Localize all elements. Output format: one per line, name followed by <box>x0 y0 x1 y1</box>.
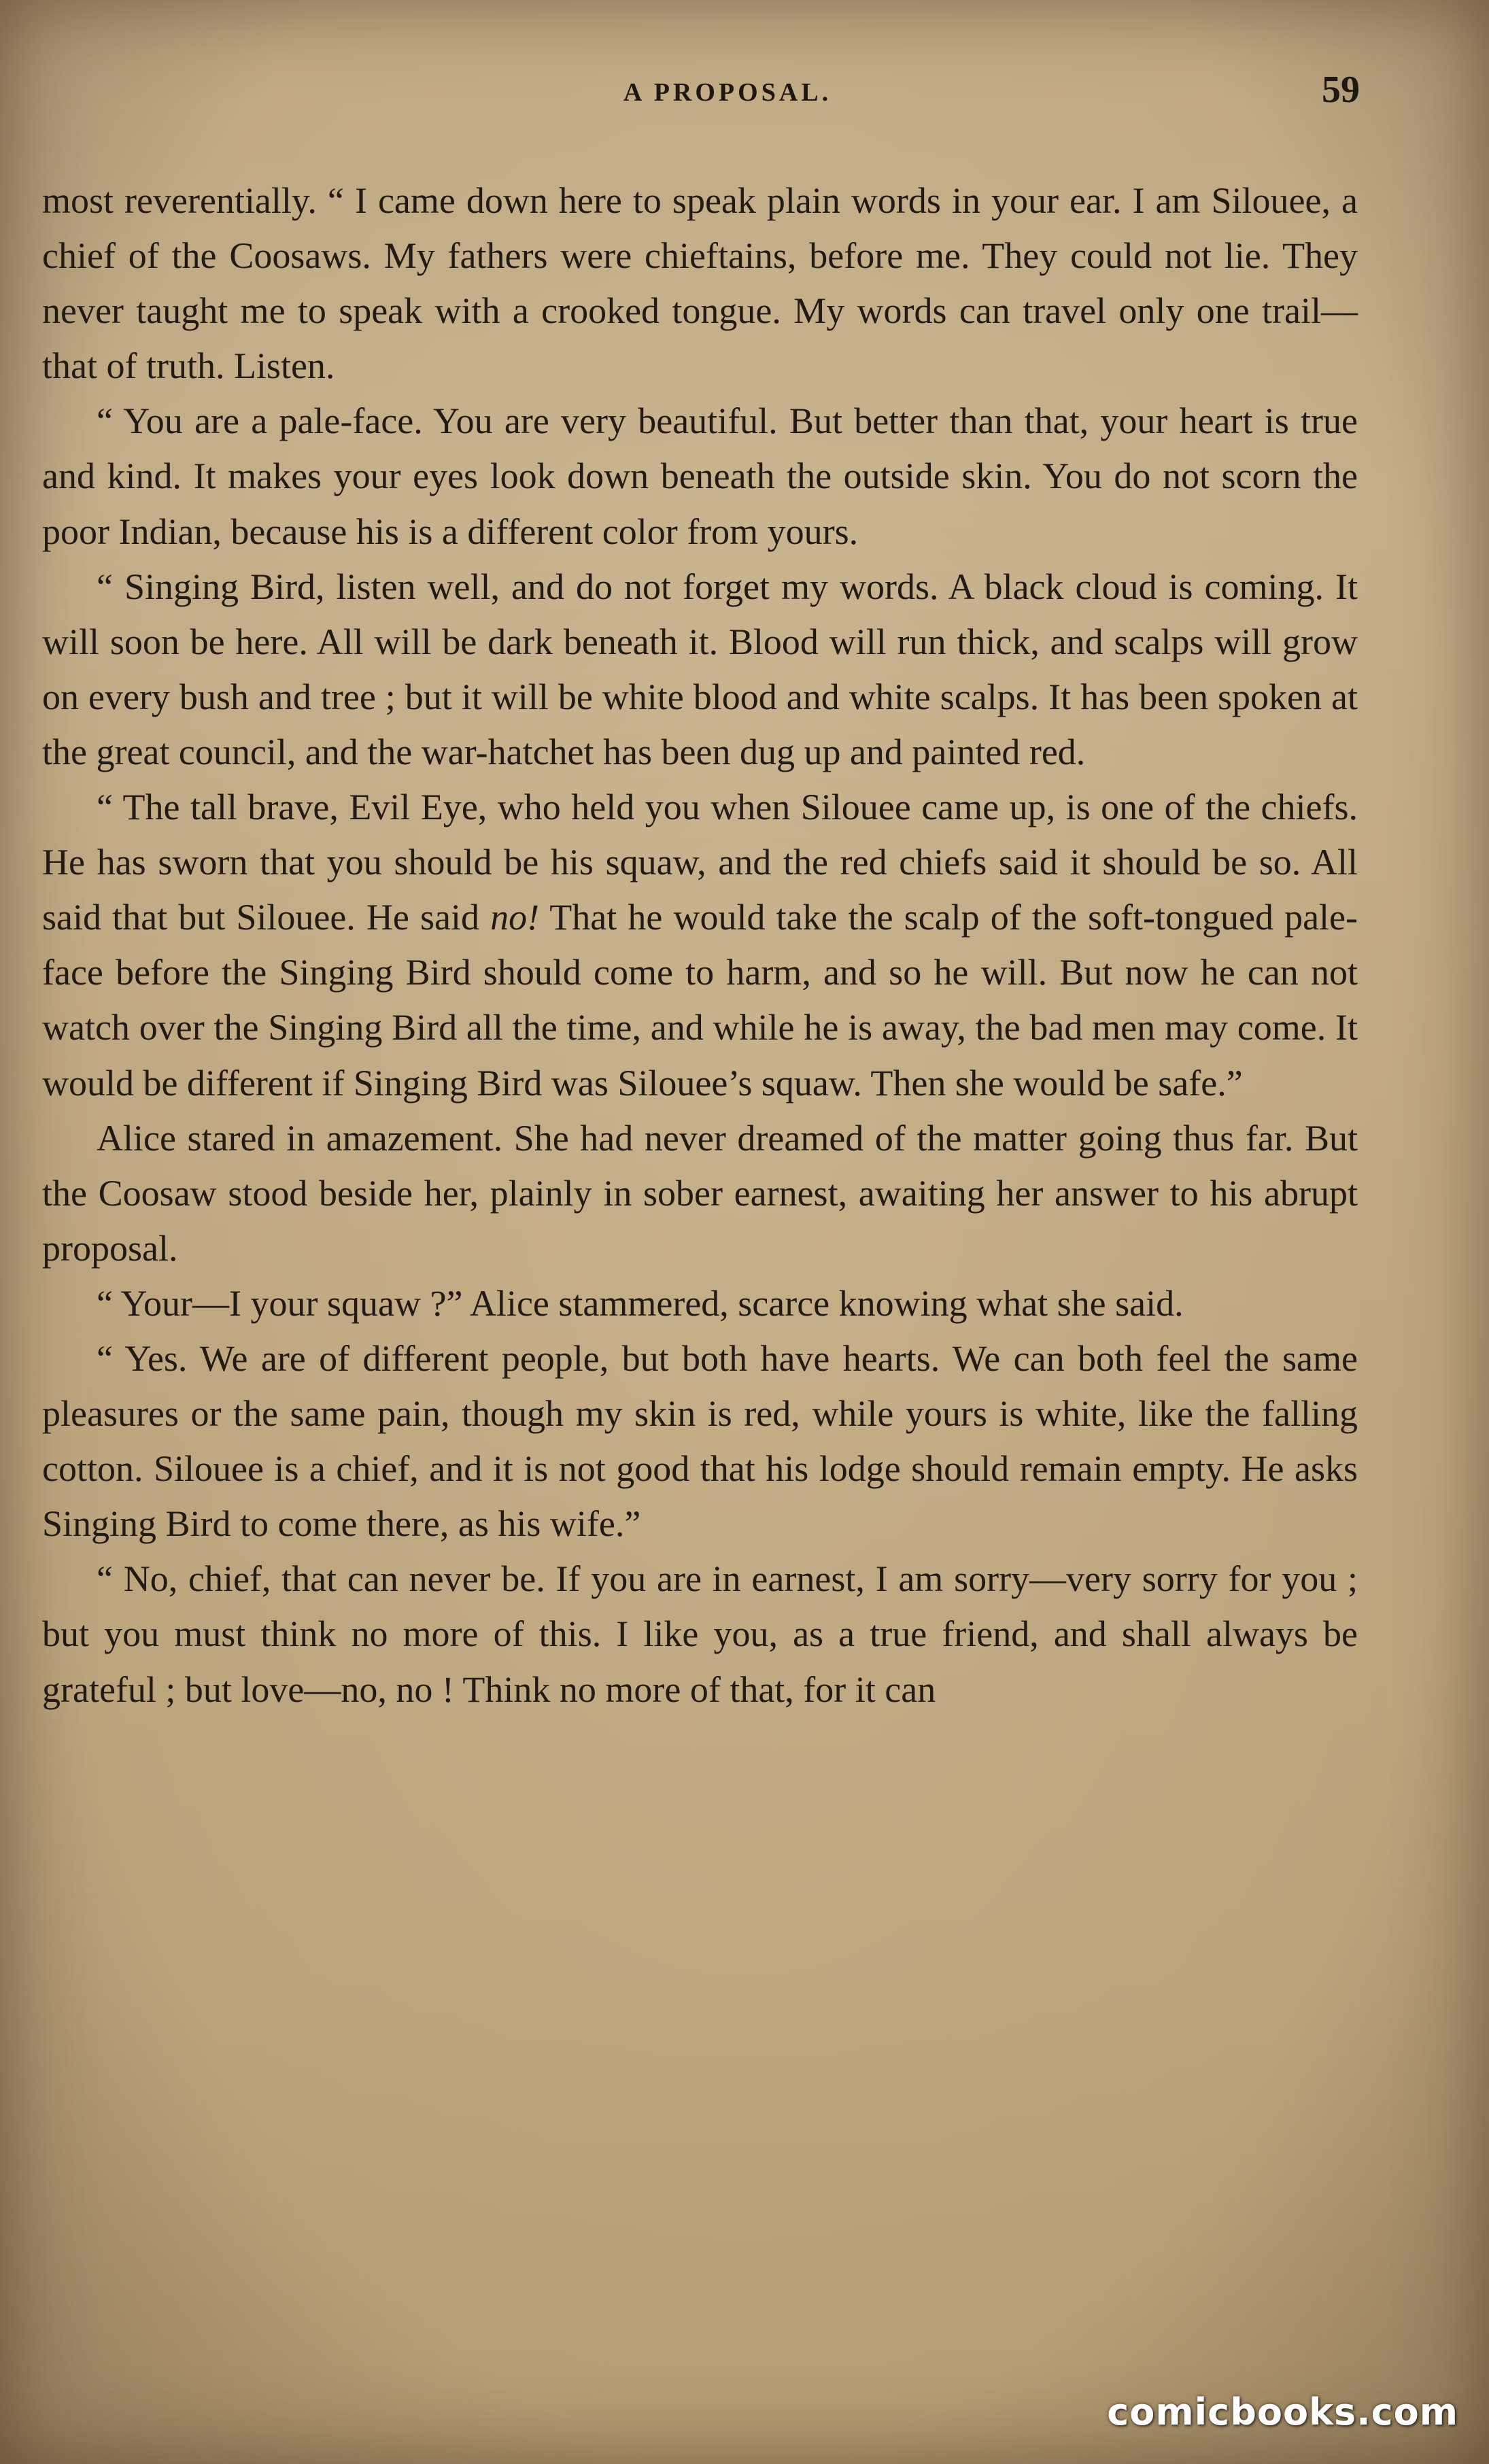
body-text <box>42 173 1358 1717</box>
paragraph-1: most reverentially. “ I came down here to speak plain words in your ear. I am Silouee, a chief of the Coosaws. My fathers were chieftains, before me. They could not lie. They never taught me to speak with a crooked tongue. My words can travel only one trail—that of truth. Listen. <box>42 180 1358 387</box>
paragraph-2: “ You are a pale-face. You are very beautiful. But better than that, your heart is true and kind. It makes your eyes look down beneath the outside skin. You do not scorn the poor Indian, because his is a different color from yours. <box>42 400 1358 552</box>
paragraph-3: “ Singing Bird, listen well, and do not forget my words. A black cloud is coming. It will soon be here. All will be dark beneath it. Blood will run thick, and scalps will grow on every bush and tree ; but it will be white blood and white scalps. It has been spoken at the great council, and the war-hatchet has been dug up and painted red. <box>42 566 1358 772</box>
paragraph-6: “ Your—I your squaw ?” Alice stammered, scarce knowing what she said. <box>97 1282 1184 1324</box>
chapter-title: A PROPOSAL. <box>623 78 832 107</box>
paragraph-4 <box>42 780 1358 1111</box>
paragraph-8: “ No, chief, that can never be. If you are in earnest, I am sorry—very sorry for you ; but you must think no more of this. I like you, as a true friend, and shall always be grateful ; but love—no, no ! Think no more of that, for it can <box>42 1558 1358 1710</box>
paragraph-5: Alice stared in amazement. She had never dreamed of the matter going thus far. But the Coosaw stood beside her, plainly in sober earnest, awaiting her answer to his abrupt proposal. <box>42 1117 1358 1269</box>
italic-emphasis: no! <box>490 897 540 938</box>
paragraph-4-part-2: That he would take the scalp of the soft-tongued pale-face before the Singing Bird should come to harm, and so he will. But now he can not watch over the Singing Bird all the time, and while he is away, the bad men may come. It would be different if Singing Bird was Silouee’s squaw. Then she would be safe.” <box>42 897 1358 1103</box>
page-number: 59 <box>1322 69 1360 111</box>
watermark: comicbooks.com <box>1107 2391 1458 2433</box>
paragraph-7: “ Yes. We are of different people, but both have hearts. We can both feel the same pleasures or the same pain, though my skin is red, while yours is white, like the falling cotton. Silouee is a chief, and it is not good that his lodge should remain empty. He asks Singing Bird to come there, as his wife.” <box>42 1337 1358 1545</box>
running-head <box>95 68 1360 122</box>
paragraph-4-part-1: “ The tall brave, Evil Eye, who held you when Silouee came up, is one of the chiefs. He has sworn that you should be his squaw, and the red chiefs said it should be so. All said that but Silouee. He said <box>42 787 1358 938</box>
